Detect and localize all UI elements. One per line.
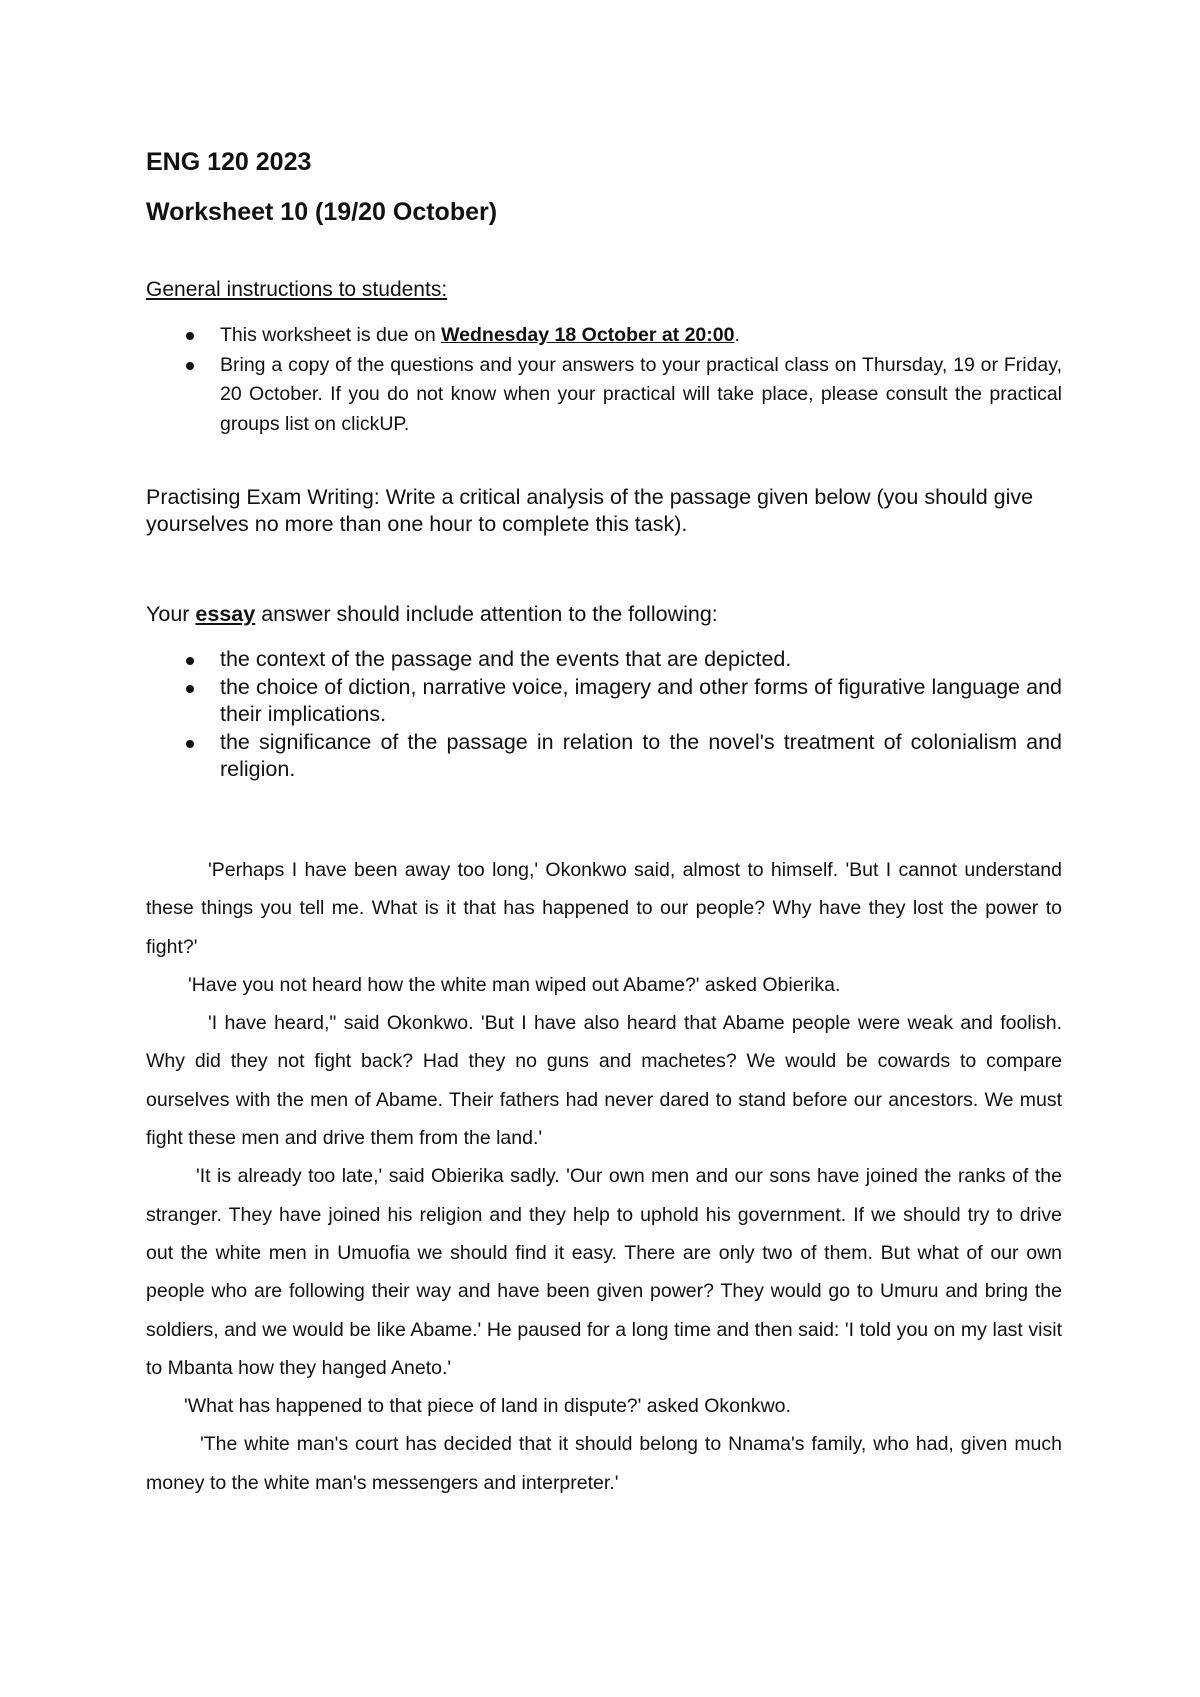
essay-keyword: essay — [195, 602, 256, 626]
essay-intro — [146, 600, 718, 628]
passage-paragraph: 'The white man's court has decided that it should belong to Nnama's family, who had, given much money to the white man's messengers and interpreter.' — [146, 1433, 1062, 1494]
essay-criterion-diction — [146, 674, 1062, 729]
due-date: Wednesday 18 October at 20:00 — [441, 324, 735, 346]
essay-criteria-list — [146, 646, 1062, 784]
passage-paragraph: 'It is already too late,' said Obierika sadly. 'Our own men and our sons have joined the ranks of the stranger. They have joined his religion and they help to uphold his government. If we should try to drive out the white men in Umuofia we should find it easy. There are only two of them. But what of our own people who are following their way and have been given power? They would go to Umuru and bring the soldiers, and we would be like Abame.' He paused for a long time and then said: 'I told you on my last visit to Mbanta how they hanged Aneto.' — [146, 1165, 1062, 1379]
instructions-heading: General instructions to students: — [146, 278, 448, 301]
bullet-icon — [186, 362, 194, 370]
criterion-text: the context of the passage and the events that are depicted. — [220, 647, 792, 671]
document-subtitle: Worksheet 10 (19/20 October) — [146, 198, 498, 226]
bullet-icon — [186, 657, 194, 665]
bullet-icon — [186, 685, 194, 693]
document-title: ENG 120 2023 — [146, 148, 312, 176]
instruction-item-due-date — [146, 321, 1062, 351]
passage-paragraph: 'I have heard," said Okonkwo. 'But I have also heard that Abame people were weak and foolish. Why did they not fight back? Had they no guns and machetes? We would be cowards to compare ourselves with the men of Abame. Their fathers had never dared to stand before our ancestors. We must fight these men and drive them from the land.' — [146, 1012, 1062, 1150]
passage-paragraph: 'Perhaps I have been away too long,' Okonkwo said, almost to himself. 'But I cannot understand these things you tell me. What is it that has happened to our people? Why have they lost the power to fight?' — [146, 859, 1062, 958]
essay-intro-tail: answer should include attention to the following: — [255, 602, 718, 626]
criterion-text: the choice of diction, narrative voice, imagery and other forms of figurative language and their implications. — [220, 674, 1062, 726]
passage-paragraph: 'What has happened to that piece of land in dispute?' asked Okonkwo. — [184, 1395, 791, 1418]
due-date-tail: . — [734, 324, 740, 346]
instructions-list — [146, 321, 1062, 439]
practical-instruction-text: Bring a copy of the questions and your answers to your practical class on Thursday, 19 or Friday, 20 October. If you do not know when your practical will take place, please consult the practical groups list on clickUP. — [220, 353, 1062, 435]
task-description: Practising Exam Writing: Write a critical analysis of the passage given below (you should give yourselves no more than one hour to complete this task). — [146, 485, 1034, 536]
passage-paragraph: 'Have you not heard how the white man wiped out Abame?' asked Obierika. — [188, 973, 841, 996]
due-date-lead: This worksheet is due on — [220, 324, 442, 346]
criterion-text: the significance of the passage in relation to the novel's treatment of colonialism and religion. — [220, 729, 1062, 781]
bullet-icon — [186, 332, 194, 340]
instruction-item-practical — [146, 351, 1062, 440]
essay-intro-lead: Your — [146, 602, 196, 626]
essay-criterion-context — [146, 646, 1062, 674]
novel-passage — [146, 851, 1062, 1502]
essay-criterion-significance — [146, 729, 1062, 784]
bullet-icon — [186, 740, 194, 748]
